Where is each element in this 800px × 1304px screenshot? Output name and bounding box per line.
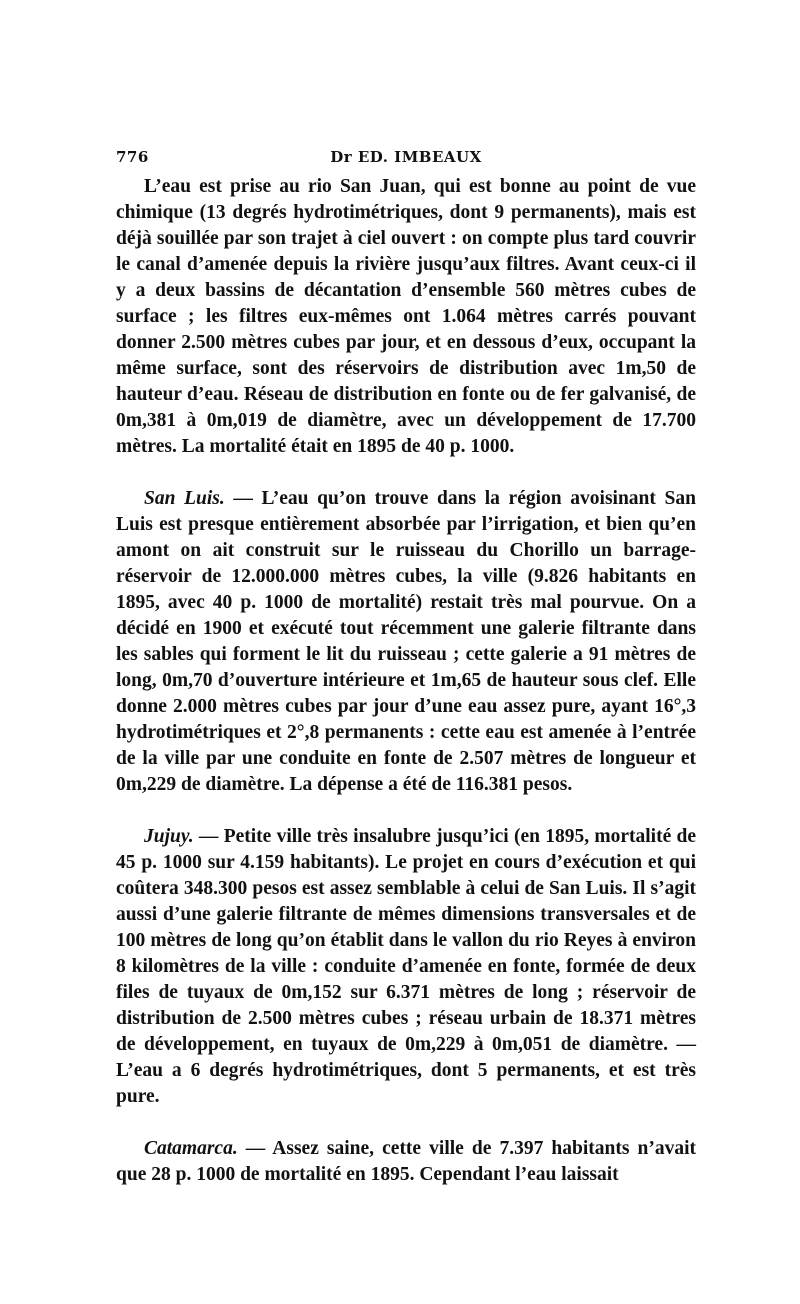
paragraph-san-luis: [116, 486, 696, 798]
running-title: Dr ED. IMBEAUX: [330, 148, 482, 166]
book-page: [116, 148, 696, 1188]
paragraph-text: — L’eau qu’on trouve dans la région avoisinant San Luis est presque entièrement absorbée par l’irrigation, et bien qu’en amont on ait construit sur le ruisseau du Chorillo un barrage-réservoir de 12.000.000 mètres cubes, la ville (9.826 habitants en 1895, avec 40 p. 1000 de mortalité) restait très mal pourvue. On a décidé en 1900 et exécuté tout récemment une galerie filtrante dans les sables qui forment le lit du ruisseau ; cette galerie a 91 mètres de long, 0m,70 d’ouverture intérieure et 1m,65 de hauteur sous clef. Elle donne 2.000 mètres cubes par jour d’une eau assez pure, ayant 16°,3 hydrotimétriques et 2°,8 permanents : cette eau est amenée à l’entrée de la ville par une conduite en fonte de 2.507 mètres de longueur et 0m,229 de diamètre. La dépense a été de 116.381 pesos.: [116, 488, 696, 795]
paragraph-text: L’eau est prise au rio San Juan, qui est bonne au point de vue chimique (13 degrés hydrotimétriques, dont 9 permanents), mais est déjà souillée par son trajet à ciel ouvert : on compte plus tard couvrir le canal d’amenée depuis la rivière jusqu’aux filtres. Avant ceux-ci il y a deux bassins de décantation d’ensemble 560 mètres cubes de surface ; les filtres eux-mêmes ont 1.064 mètres carrés pouvant donner 2.500 mètres cubes par jour, et en dessous d’eux, occupant la même surface, sont des réservoirs de distribution avec 1m,50 de hauteur d’eau. Réseau de distribution en fonte ou de fer galvanisé, de 0m,381 à 0m,019 de diamètre, avec un développement de 17.700 mètres. La mortalité était en 1895 de 40 p. 1000.: [116, 176, 696, 457]
paragraph-text: — Petite ville très insalubre jusqu’ici (en 1895, mortalité de 45 p. 1000 sur 4.159 habitants). Le projet en cours d’exécution et qui coûtera 348.300 pesos est assez semblable à celui de San Luis. Il s’agit aussi d’une galerie filtrante de mêmes dimensions transversales et de 100 mètres de long qu’on établit dans le vallon du rio Reyes à environ 8 kilomètres de la ville : conduite d’amenée en fonte, formée de deux files de tuyaux de 0m,152 sur 6.371 mètres de long ; réservoir de distribution de 2.500 mètres cubes ; réseau urbain de 18.371 mètres de développement, en tuyaux de 0m,229 à 0m,051 de diamètre. — L’eau a 6 degrés hydrotimétriques, dont 5 permanents, et est très pure.: [116, 826, 696, 1107]
page-number: 776: [116, 148, 149, 166]
place-name: Jujuy.: [144, 826, 194, 847]
place-name: Catamarca.: [144, 1138, 238, 1159]
paragraph-san-juan: [116, 174, 696, 460]
paragraph-text: — Assez saine, cette ville de 7.397 habitants n’avait que 28 p. 1000 de mortalité en 1895. Cependant l’eau laissait: [116, 1138, 696, 1185]
paragraph-jujuy: [116, 824, 696, 1110]
paragraph-catamarca: [116, 1136, 696, 1188]
place-name: San Luis.: [144, 488, 225, 509]
running-head: [116, 148, 696, 172]
